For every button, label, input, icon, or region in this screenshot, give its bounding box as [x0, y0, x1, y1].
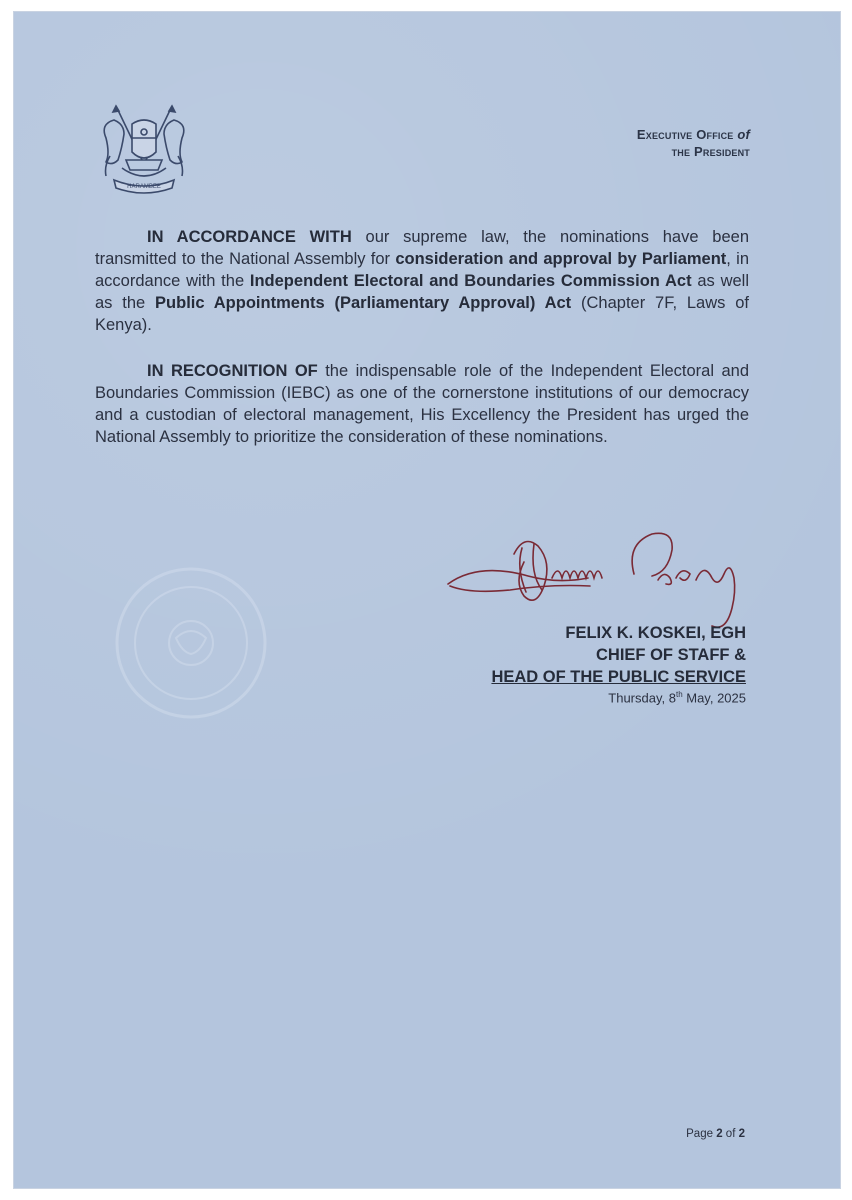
paragraph-accordance	[95, 226, 749, 336]
signatory-name: FELIX K. KOSKEI, EGH	[565, 624, 746, 642]
para1-text1: our supreme law, the nominations have been transmitted to the National Assembly for	[95, 228, 749, 268]
para1-text3: as well as the	[95, 272, 749, 312]
svg-text:HARAMBEE: HARAMBEE	[127, 184, 161, 190]
para2-lead: IN RECOGNITION OF	[147, 362, 318, 380]
document-date	[608, 690, 746, 705]
paragraph-recognition	[95, 360, 749, 448]
page-of: of	[722, 1128, 739, 1140]
page-word: Page	[686, 1128, 717, 1140]
coat-of-arms-icon	[96, 98, 192, 198]
embossed-seal-icon	[106, 558, 276, 728]
para1-bold1: consideration and approval by Parliament	[395, 250, 727, 268]
date-prefix: Thursday, 8	[608, 690, 676, 706]
signatory-block	[491, 622, 746, 688]
office-of: of	[737, 127, 750, 142]
document-page	[14, 12, 840, 1188]
para2-text1: the indispensable role of the Independent Electoral and Boundaries Commission (IEBC) as one of the cornerstone institutions of our democracy and a custodian of electoral management, His Excellency the President has urged the National Assembly to prioritize the consideration of these nominations.	[95, 362, 750, 446]
para1-lead: IN ACCORDANCE WITH	[147, 228, 352, 246]
office-heading	[637, 126, 750, 160]
para1-text4: (Chapter 7F, Laws of Kenya).	[95, 294, 749, 334]
office-line1: Executive Office	[636, 127, 734, 142]
para1-text2: , in accordance with the	[95, 250, 749, 290]
page-total: 2	[738, 1128, 745, 1140]
page-current: 2	[716, 1128, 723, 1140]
para1-bold3: Public Appointments (Parliamentary Approval) Act	[155, 294, 572, 312]
signatory-title1: CHIEF OF STAFF &	[595, 646, 746, 664]
date-rest: May, 2025	[682, 690, 746, 706]
signatory-title2: HEAD OF THE PUBLIC SERVICE	[491, 668, 746, 686]
para1-bold2: Independent Electoral and Boundaries Commission Act	[249, 272, 692, 290]
office-line2: the President	[671, 144, 750, 159]
page-number	[686, 1128, 745, 1140]
date-suffix: th	[675, 690, 683, 699]
